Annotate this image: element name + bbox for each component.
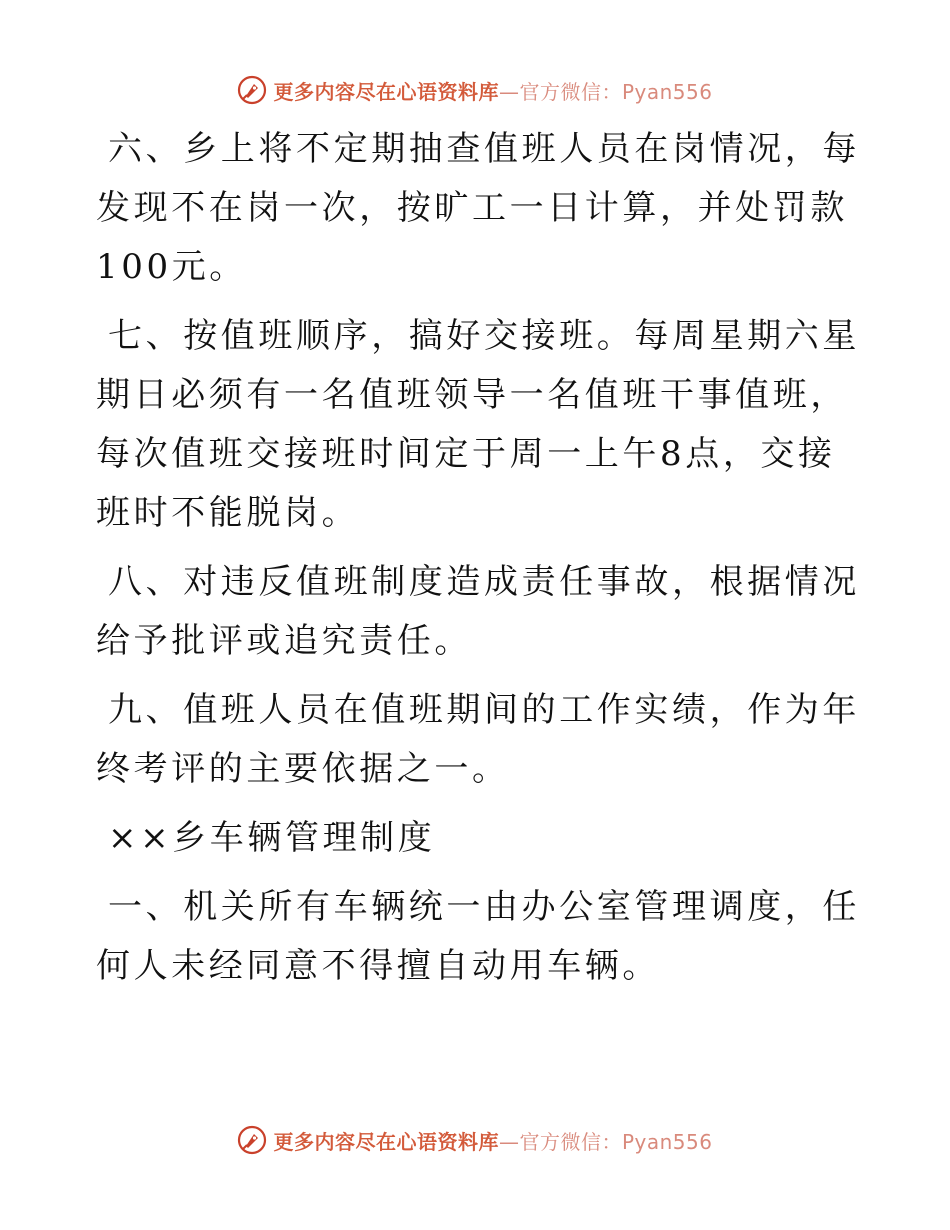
watermark-contact: 官方微信：Pyan556 bbox=[519, 1129, 713, 1154]
document-body bbox=[96, 120, 866, 1006]
paragraph-text: 八、对违反值班制度造成责任事故，根据情况给予批评或追究责任。 bbox=[96, 562, 860, 661]
watermark-text bbox=[273, 1126, 712, 1155]
paragraph-item-6 bbox=[96, 120, 866, 297]
paragraph-item-1 bbox=[96, 878, 866, 996]
watermark-text bbox=[273, 76, 712, 105]
pen-nib-logo-icon bbox=[237, 1125, 267, 1155]
paragraph-item-9 bbox=[96, 681, 866, 799]
watermark-brand: 更多内容尽在心语资料库 bbox=[273, 1129, 499, 1154]
section-heading bbox=[96, 809, 866, 868]
paragraph-item-8 bbox=[96, 553, 866, 671]
paragraph-text: 九、值班人员在值班期间的工作实绩，作为年终考评的主要依据之一。 bbox=[96, 690, 860, 789]
watermark-contact: 官方微信：Pyan556 bbox=[519, 79, 713, 104]
footer-watermark bbox=[0, 1120, 950, 1160]
pen-nib-logo-icon bbox=[237, 75, 267, 105]
paragraph-text: 七、按值班顺序，搞好交接班。每周星期六星期日必须有一名值班领导一名值班干事值班，每次值班交接班时间定于周一上午8点，交接班时不能脱岗。 bbox=[96, 316, 860, 533]
paragraph-text: 六、乡上将不定期抽查值班人员在岗情况，每发现不在岗一次，按旷工一日计算，并处罚款100元。 bbox=[96, 129, 860, 287]
section-heading-text: ××乡车辆管理制度 bbox=[108, 818, 436, 858]
header-watermark bbox=[0, 70, 950, 110]
paragraph-item-7 bbox=[96, 307, 866, 543]
watermark-separator: — bbox=[498, 1129, 520, 1154]
watermark-separator: — bbox=[498, 79, 520, 104]
paragraph-text: 一、机关所有车辆统一由办公室管理调度，任何人未经同意不得擅自动用车辆。 bbox=[96, 887, 860, 986]
watermark-brand: 更多内容尽在心语资料库 bbox=[273, 79, 499, 104]
